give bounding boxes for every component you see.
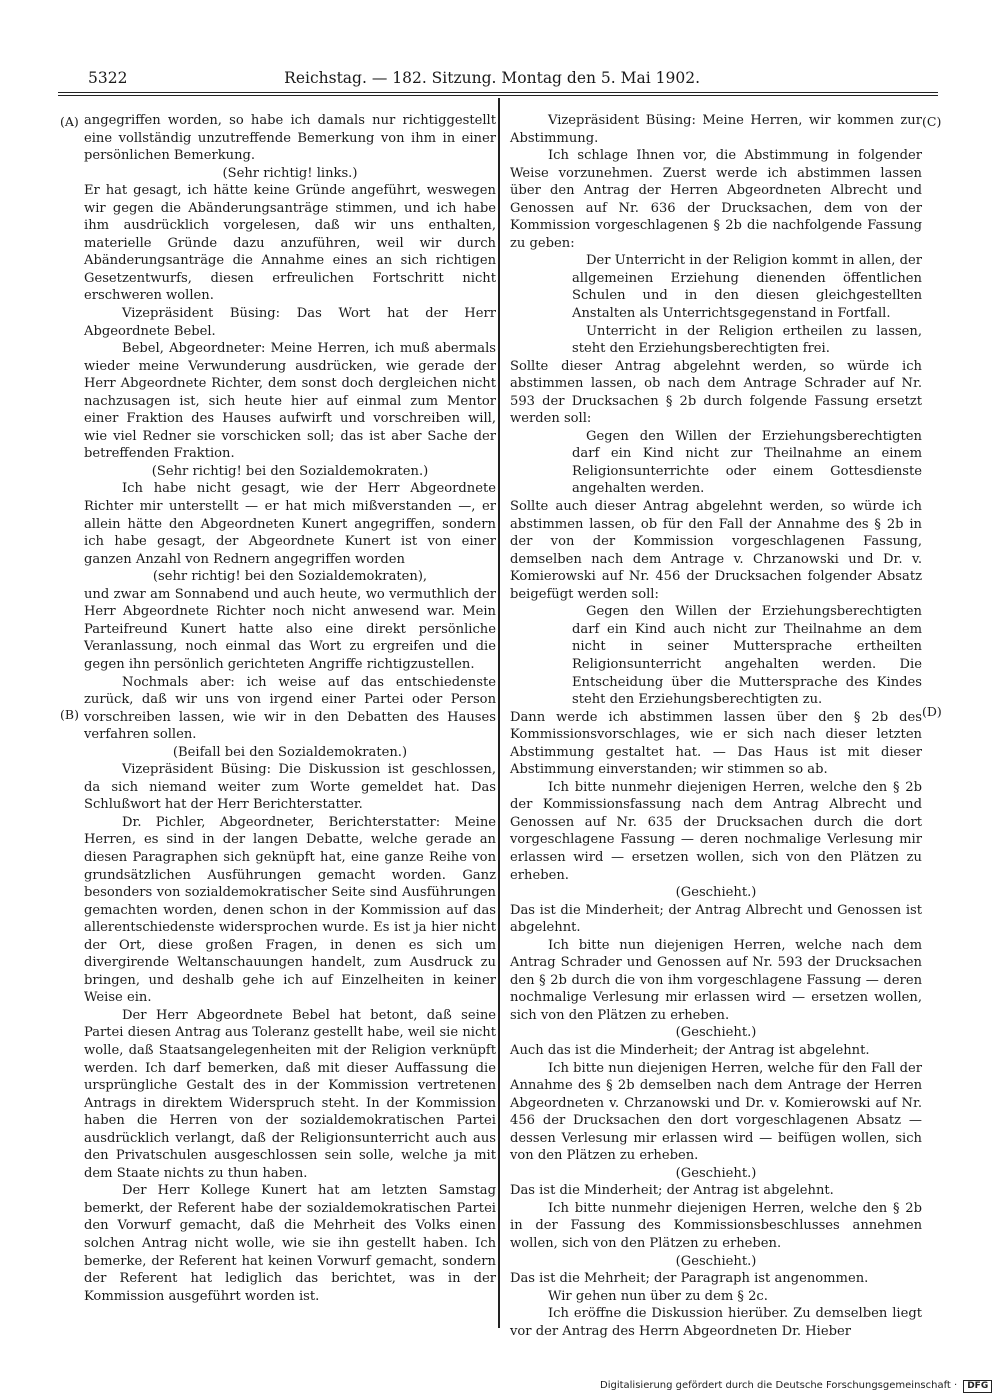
dfg-logo-icon: DFG [963, 1380, 992, 1393]
speaker-paragraph: Bebel, Abgeordneter: Meine Herren, ich muß abermals wieder meine Verwunderung ausdrücken, wie gerade der Herr Abgeordnete Richter, dem sonst doch dergleichen nicht nachzusagen ist, sich heute hier auf einmal zum Mentor einer Fraktion des Hauses aufwirft und vorschreiben will, wie viel Redner sie vorschicken soll; das ist aber Sache der betreffenden Fraktion. [84, 341, 496, 462]
footer-text: Digitalisierung gefördert durch die Deutsche Forschungsgemeinschaft · [600, 1380, 958, 1391]
right-column [510, 112, 922, 1340]
interjection: (sehr richtig! bei den Sozialdemokraten), [152, 569, 428, 585]
interjection: (Sehr richtig! links.) [222, 165, 358, 181]
interjection: (Sehr richtig! bei den Sozialdemokraten.) [151, 463, 429, 479]
left-column [84, 112, 496, 1305]
paragraph: Dann werde ich abstimmen lassen über den § 2b des Kommissionsvorschlages, wie er sich nach dieser letzten Abstimmung gestaltet hat. — Das Haus ist mit dieser Abstimmung einverstanden; wir stimmen so ab. [510, 709, 922, 778]
paragraph: Er hat gesagt, ich hätte keine Gründe angeführt, weswegen wir gegen die Abänderungsanträge stimmen, und ich habe ihm ausdrücklich vorgelesen, daß wir uns enthalten, materielle Gründe dazu anzuführen, weil wir durch Abänderungsanträge die Annahme eines an sich richtigen Gesetzentwurfs, diesen erfreulichen Fortschritt nicht erschweren wollen. [84, 183, 496, 304]
header-rule-thin [58, 95, 938, 96]
paragraph: Das ist die Minderheit; der Antrag Albrecht und Genossen ist abgelehnt. [510, 902, 922, 936]
speaker-paragraph: Vizepräsident Büsing: Die Diskussion ist geschlossen, da sich niemand weiter zum Worte gemeldet hat. Das Schlußwort hat der Herr Berichterstatter. [84, 762, 496, 813]
paragraph: Ich bitte nun diejenigen Herren, welche für den Fall der Annahme des § 2b demselben nach dem Antrage der Herren Abgeordneten v. Chrzanowski und Dr. v. Komierowski auf Nr. 456 der Drucksachen den dort vorgeschlagenen Absatz — dessen Verlesung mir erlassen wird — beifügen wollen, sich von den Plätzen zu erheben. [510, 1060, 922, 1164]
margin-mark-c: (C) [922, 114, 942, 129]
paragraph: Ich schlage Ihnen vor, die Abstimmung in folgender Weise vorzunehmen. Zuerst werde ich abstimmen lassen über den Antrag der Herren Abgeordneten Albrecht und Genossen auf Nr. 636 der Drucksachen, dem von der Kommission vorgeschlagenen § 2b die nachfolgende Fassung zu geben: [510, 148, 922, 251]
page-number: 5322 [88, 69, 128, 87]
column-divider [498, 98, 500, 1328]
paragraph: Sollte dieser Antrag abgelehnt werden, so würde ich abstimmen lassen, ob nach dem Antrage Schrader auf Nr. 593 der Drucksachen § 2b durch folgende Fassung ersetzt werden soll: [510, 358, 922, 427]
interjection: (Geschieht.) [675, 1253, 757, 1269]
interjection: (Geschieht.) [675, 1165, 757, 1181]
paragraph: Ich bitte nunmehr diejenigen Herren, welche den § 2b der Kommissionsfassung nach dem Antrag Albrecht und Genossen auf Nr. 635 der Drucksachen durch die dort vorgeschlagene Fassung — deren nochmalige Verlesung mir erlassen wird — ersetzen wollen, sich von den Plätzen zu erheben. [510, 779, 922, 883]
paragraph: angegriffen worden, so habe ich damals nur richtiggestellt eine vollständig unzutreffende Bemerkung von ihm in einer persönlichen Bemerkung. [84, 113, 496, 164]
margin-mark-a: (A) [60, 114, 79, 129]
interjection: (Beifall bei den Sozialdemokraten.) [172, 744, 408, 760]
quoted-motion: Der Unterricht in der Religion kommt in allen, der allgemeinen Erziehung dienenden öffentlichen Schulen und in den diesen gleichgestellten Anstalten als Unterrichtsgegenstand in Fortfall. [572, 253, 922, 322]
interjection: (Geschieht.) [675, 1025, 757, 1041]
quoted-motion: Gegen den Willen der Erziehungsberechtigten darf ein Kind auch nicht zur Theilnahme an dem nicht in seiner Muttersprache ertheilten Religionsunterricht angehalten werden. Die Entscheidung über die Muttersprache des Kindes steht den Erziehungsberechtigten zu. [572, 604, 922, 708]
paragraph: Ich bitte nunmehr diejenigen Herren, welche den § 2b in der Fassung des Kommissionsbeschlusses annehmen wollen, sich von den Plätzen zu erheben. [510, 1200, 922, 1251]
paragraph: und zwar am Sonnabend und auch heute, wo vermuthlich der Herr Abgeordnete Richter noch nicht anwesend war. Mein Parteifreund Kunert hatte also eine direkt persönliche Veranlassung, noch einmal das Wort zu ergreifen und die gegen ihn persönlich gerichteten Angriffe richtigzustellen. [84, 586, 496, 672]
paragraph: Wir gehen nun über zu dem § 2c. [548, 1288, 768, 1304]
running-header [88, 66, 700, 90]
paragraph: Ich eröffne die Diskussion hierüber. Zu demselben liegt vor der Antrag des Herrn Abgeordneten Dr. Hieber [510, 1306, 922, 1339]
paragraph: Ich bitte nun diejenigen Herren, welche nach dem Antrag Schrader und Genossen auf Nr. 593 der Drucksachen den § 2b durch die von ihm vorgeschlagene Fassung — deren nochmalige Verlesung mir erlassen wird — ersetzen wollen, sich von den Plätzen zu erheben. [510, 937, 922, 1023]
paragraph: Auch das ist die Minderheit; der Antrag ist abgelehnt. [510, 1042, 870, 1058]
paragraph: Das ist die Mehrheit; der Paragraph ist angenommen. [510, 1271, 869, 1287]
speaker-paragraph: Dr. Pichler, Abgeordneter, Berichterstatter: Meine Herren, es sind in der langen Debatte, welche gerade an diesen Paragraphen sich geknüpft hat, eine ganze Reihe von grundsätzlichen Ausführungen gemacht worden. Ganz besonders von sozialdemokratischer Seite sind Ausführungen gemachten worden, denen schon in der Kommission auf das allerentschiedenste widersprochen wurde. Es ist ja hier nicht der Ort, diese großen Fragen, in denen es sich um divergirende Weltanschauungen handelt, zum Ausdruck zu bringen, und deshalb gehe ich auf Einzelheiten in keiner Weise ein. [84, 814, 496, 1006]
speaker-paragraph: Vizepräsident Büsing: Meine Herren, wir kommen zur Abstimmung. [510, 113, 922, 146]
paragraph: Das ist die Minderheit; der Antrag ist abgelehnt. [510, 1183, 834, 1199]
header-rule [58, 92, 938, 93]
quoted-motion: Gegen den Willen der Erziehungsberechtigten darf ein Kind nicht zur Theilnahme an einem Religionsunterrichte oder einem Gottesdienste angehalten werden. [572, 428, 922, 497]
paragraph: Ich habe nicht gesagt, wie der Herr Abgeordnete Richter mir unterstellt — er hat mich mißverstanden —, er allein hätte den Abgeordneten Kunert angegriffen, sondern ich habe gesagt, der Abgeordnete Kunert ist von einer ganzen Anzahl von Rednern angegriffen worden [84, 481, 496, 567]
page-title: Reichstag. — 182. Sitzung. Montag den 5. Mai 1902. [284, 69, 700, 87]
interjection: (Geschieht.) [675, 885, 757, 901]
paragraph: Der Herr Kollege Kunert hat am letzten Samstag bemerkt, der Referent habe der sozialdemokratischen Partei den Vorwurf gemacht, daß die Mehrheit des Volks einen solchen Antrag nicht wolle, wie sie ihn gestellt haben. Ich bemerke, der Referent hat keinen Vorwurf gemacht, sondern der Referent hat lediglich das berichtet, was in der Kommission ausgeführt worden ist. [84, 1183, 496, 1304]
footer-credit [600, 1379, 989, 1393]
margin-mark-d: (D) [922, 704, 942, 719]
paragraph: Sollte auch dieser Antrag abgelehnt werden, so würde ich abstimmen lassen, ob für den Fall der Annahme des § 2b in der von der Kommission vorgeschlagenen Fassung, demselben nach dem Antrage v. Chrzanowski und Dr. v. Komierowski auf Nr. 456 der Drucksachen folgender Absatz beigefügt werden soll: [510, 499, 922, 602]
speaker-paragraph: Vizepräsident Büsing: Das Wort hat der Herr Abgeordnete Bebel. [84, 306, 496, 339]
quoted-motion: Unterricht in der Religion ertheilen zu lassen, steht den Erziehungsberechtigten frei. [572, 323, 922, 357]
margin-mark-b: (B) [60, 707, 79, 722]
paragraph: Nochmals aber: ich weise auf das entschiedenste zurück, daß wir uns von irgend einer Partei oder Person vorschreiben lassen, wie wir in den Debatten des Hauses verfahren sollen. [84, 674, 496, 743]
paragraph: Der Herr Abgeordnete Bebel hat betont, daß seine Partei diesen Antrag aus Toleranz gestellt habe, weil sie nicht wolle, daß Staatsangelegenheiten mit der Religion verknüpft werden. Ich darf bemerken, daß mit dieser Auffassung die ursprüngliche Gestalt des in der Kommission vertretenen Antrags in direktem Widerspruch steht. In der Kommission haben die Herren von der sozialdemokratischen Partei ausdrücklich verlangt, daß der Religionsunterricht auch aus den Privatschulen ausgeschlossen sein solle, welche ja mit dem Staate nichts zu thun haben. [84, 1007, 496, 1181]
